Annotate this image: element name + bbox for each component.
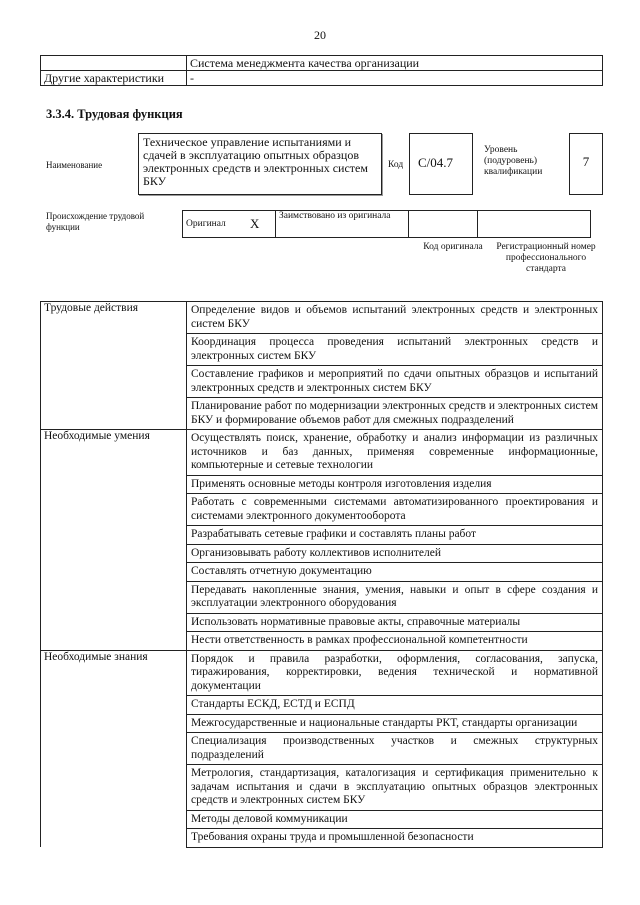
knowledge-item: Межгосударственные и национальные стандарты РКТ, стандарты организации <box>187 714 603 733</box>
skills-item: Применять основные методы контроля изготовления изделия <box>187 475 603 494</box>
level-value: 7 <box>569 133 603 195</box>
borrowed-label: Заимствовано из оригинала <box>276 211 409 238</box>
top-row1-label <box>41 56 187 71</box>
labor-function-table <box>40 301 603 848</box>
skills-item: Составлять отчетную документацию <box>187 563 603 582</box>
knowledge-item: Методы деловой коммуникации <box>187 810 603 829</box>
origin-label: Происхождение трудовой функции <box>46 211 145 232</box>
characteristics-table <box>40 55 603 86</box>
knowledge-row <box>41 650 603 696</box>
labor-actions-item: Планирование работ по модернизации электронных средств и электронных систем БКУ и формирование объемов работ для смежных подразделений <box>187 398 603 430</box>
skills-row <box>41 430 603 476</box>
original-code-cell <box>409 211 478 238</box>
section-title: 3.3.4. Трудовая функция <box>46 107 183 121</box>
skills-item: Нести ответственность в рамках профессиональной компетентности <box>187 632 603 651</box>
knowledge-label: Необходимые знания <box>41 650 187 847</box>
original-code-caption: Код оригинала <box>423 242 483 252</box>
level-label: Уровень (подуровень) квалификации <box>484 145 543 177</box>
knowledge-item: Порядок и правила разработки, оформления, согласования, запуска, тиражирования, корректировки, ведения технической и нормативной документации <box>187 650 603 696</box>
skills-item: Работать с современными системами автоматизированного проектирования и системами электронного документооборота <box>187 494 603 526</box>
naming-label: Наименование <box>46 160 103 170</box>
knowledge-item: Метрология, стандартизация, каталогизация и сертификация применительно к задачам испытания и сдачи в эксплуатацию опытных образцов электронных средств и электронных систем БКУ <box>187 765 603 811</box>
skills-item: Разрабатывать сетевые графики и составлять планы работ <box>187 526 603 545</box>
top-row1-value: Система менеджмента качества организации <box>187 56 603 71</box>
knowledge-item: Требования охраны труда и промышленной безопасности <box>187 829 603 848</box>
code-value: C/04.7 <box>409 133 473 195</box>
reg-number-caption: Регистрационный номер профессионального стандарта <box>496 242 596 274</box>
original-label: Оригинал <box>183 211 248 238</box>
knowledge-item: Стандарты ЕСКД, ЕСТД и ЕСПД <box>187 696 603 715</box>
skills-item: Организовывать работу коллективов исполнителей <box>187 544 603 563</box>
labor-actions-item: Определение видов и объемов испытаний электронных средств и электронных систем БКУ <box>187 302 603 334</box>
skills-item: Использовать нормативные правовые акты, справочные материалы <box>187 613 603 632</box>
knowledge-item: Специализация производственных участков и смежных структурных подразделений <box>187 733 603 765</box>
original-mark: X <box>247 211 276 238</box>
labor-actions-item: Координация процесса проведения испытаний электронных средств и электронных систем БКУ <box>187 334 603 366</box>
labor-actions-item: Составление графиков и мероприятий по сдачи опытных образцов и испытаний электронных средств и электронных систем БКУ <box>187 366 603 398</box>
code-label: Код <box>388 160 404 170</box>
top-row2-value: - <box>187 71 603 86</box>
top-row2-label: Другие характеристики <box>41 71 187 86</box>
reg-number-cell <box>478 211 591 238</box>
naming-value: Техническое управление испытаниями и сдачей в эксплуатацию опытных образцов электронных средств и электронных систем БКУ <box>138 133 382 195</box>
page-number: 20 <box>314 28 326 42</box>
skills-item: Осуществлять поиск, хранение, обработку и анализ информации из различных источников и баз данных, применяя современные информационные, компьютерные и сетевые технологии <box>187 430 603 476</box>
labor-actions-row <box>41 302 603 334</box>
labor-actions-label: Трудовые действия <box>41 302 187 430</box>
skills-label: Необходимые умения <box>41 430 187 651</box>
origin-table <box>182 210 591 238</box>
skills-item: Передавать накопленные знания, умения, навыки и опыт в сфере создания и эксплуатации электронного оборудования <box>187 581 603 613</box>
